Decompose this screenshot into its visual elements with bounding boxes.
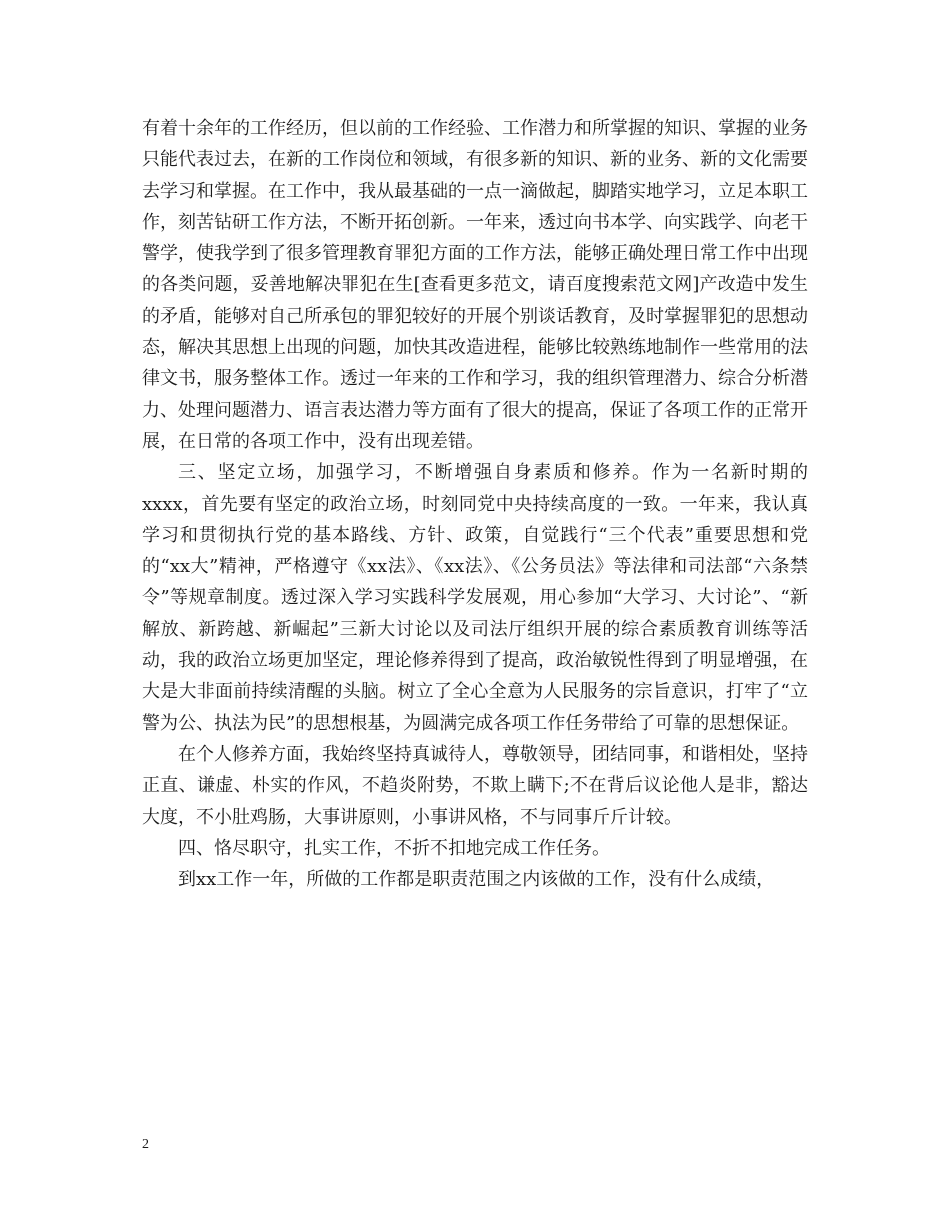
- page-number: 2: [142, 1137, 149, 1152]
- paragraph-section-four-heading: 四、恪尽职守，扎实工作，不折不扣地完成工作任务。: [178, 837, 610, 859]
- paragraph-personal-cultivation: 在个人修养方面，我始终坚持真诚待人，尊敬领导，团结同事，和谐相处，坚持正直、谦虚、朴实的作风，不趋炎附势，不欺上瞒下;不在背后议论他人是非，豁达大度，不小肚鸡肠，大事讲原则，小事讲风格，不与同事斤斤计较。: [142, 743, 808, 828]
- paragraph-one-year-work: 到xx工作一年，所做的工作都是职责范围之内该做的工作，没有什么成绩，: [178, 869, 775, 891]
- paragraph-section-three: 三、坚定立场，加强学习，不断增强自身素质和修养。作为一名新时期的xxxx，首先要有坚定的政治立场，时刻同党中央持续高度的一致。一年来，我认真学习和贯彻执行党的基本路线、方针、政策，自觉践行“三个代表”重要思想和党的“xx大”精神，严格遵守《xx法》、《xx法》、《公务员法》等法律和司法部“六条禁令”等规章制度。透过深入学习实践科学发展观，用心参加“大学习、大讨论”、“新解放、新跨越、新崛起”三新大讨论以及司法厅组织开展的综合素质教育训练等活动，我的政治立场更加坚定，理论修养得到了提高，政治敏锐性得到了明显增强，在大是大非面前持续清醒的头脑。树立了全心全意为人民服务的宗旨意识，打牢了“立警为公、执法为民”的思想根基，为圆满完成各项工作任务带给了可靠的思想保证。: [142, 462, 808, 734]
- document-body: [142, 113, 808, 895]
- paragraph-work-experience: 有着十余年的工作经历，但以前的工作经验、工作潜力和所掌握的知识、掌握的业务只能代表过去，在新的工作岗位和领域，有很多新的知识、新的业务、新的文化需要去学习和掌握。在工作中，我从最基础的一点一滴做起，脚踏实地学习，立足本职工作，刻苦钻研工作方法，不断开拓创新。一年来，透过向书本学、向实践学、向老干警学，使我学到了很多管理教育罪犯方面的工作方法，能够正确处理日常工作中出现的各类问题，妥善地解决罪犯在生[查看更多范文，请百度搜索范文网]产改造中发生的矛盾，能够对自己所承包的罪犯较好的开展个别谈话教育，及时掌握罪犯的思想动态，解决其思想上出现的问题，加快其改造进程，能够比较熟练地制作一些常用的法律文书，服务整体工作。透过一年来的工作和学习，我的组织管理潜力、综合分析潜力、处理问题潜力、语言表达潜力等方面有了很大的提高，保证了各项工作的正常开展，在日常的各项工作中，没有出现差错。: [142, 118, 808, 452]
